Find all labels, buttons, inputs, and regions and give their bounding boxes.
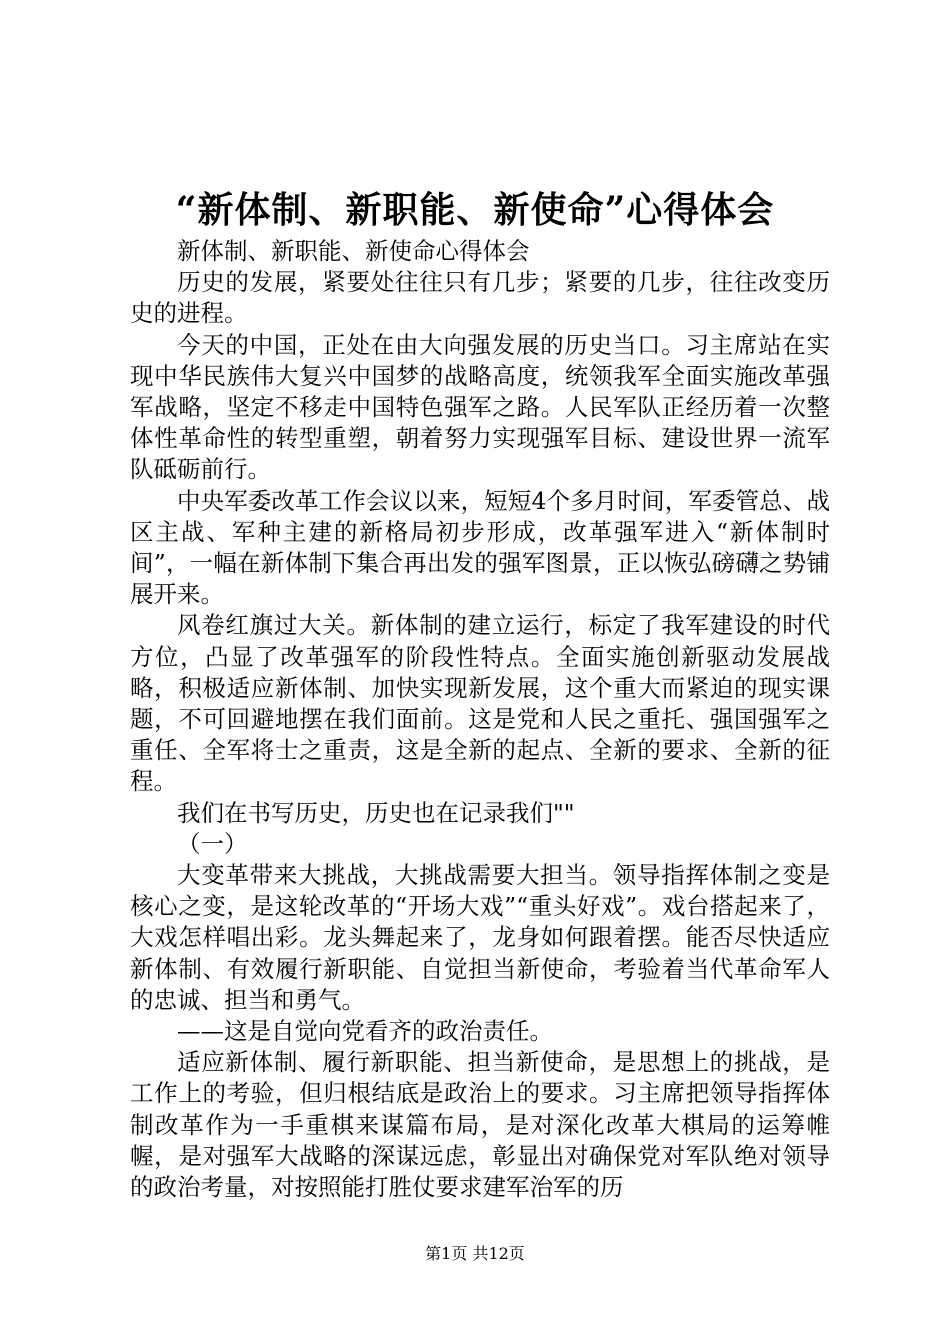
paragraph: ——这是自觉向党看齐的政治责任。 [177, 1017, 553, 1046]
section-heading: （一） [177, 829, 248, 858]
paragraph-subtitle: 新体制、新职能、新使命心得体会 [177, 237, 530, 265]
page-footer: 第1页 共12页 [425, 1244, 525, 1263]
document-title: “新体制、新职能、新使命”心得体会 [175, 189, 775, 231]
paragraph: 风卷红旗过大关。新体制的建立运行，标定了我军建设的时代方位，凸显了改革强军的阶段性特点。全面实施创新驱动发展战略，积极适应新体制、加快实现新发展，这个重大而紧迫的现实课题，不可回避地摆在我们面前。这是党和人民之重托、强国强军之重任、全军将士之重责，这是全新的起点、全新的要求、全新的征程。 [130, 611, 830, 796]
paragraph: 大变革带来大挑战，大挑战需要大担当。领导指挥体制之变是核心之变，是这轮改革的“开场大戏”“重头好戏”。戏台搭起来了，大戏怎样唱出彩。龙头舞起来了，龙身如何跟着摆。能否尽快适应新体制、有效履行新职能、自觉担当新使命，考验着当代革命军人的忠诚、担当和勇气。 [130, 861, 830, 1014]
paragraph: 历史的发展，紧要处往往只有几步；紧要的几步，往往改变历史的进程。 [130, 268, 830, 328]
paragraph: 我们在书写历史，历史也在记录我们"" [177, 798, 575, 827]
paragraph: 中央军委改革工作会议以来，短短4个多月时间，军委管总、战区主战、军种主建的新格局初步形成，改革强军进入“新体制时间”，一幅在新体制下集合再出发的强军图景，正以恢弘磅礴之势铺展开来。 [130, 486, 830, 609]
paragraph: 今天的中国，正处在由大向强发展的历史当口。习主席站在实现中华民族伟大复兴中国梦的战略高度，统领我军全面实施改革强军战略，坚定不移走中国特色强军之路。人民军队正经历着一次整体性革命性的转型重塑，朝着努力实现强军目标、建设世界一流军队砥砺前行。 [130, 330, 830, 484]
paragraph: 适应新体制、履行新职能、担当新使命，是思想上的挑战，是工作上的考验，但归根结底是政治上的要求。习主席把领导指挥体制改革作为一手重棋来谋篇布局，是对深化改革大棋局的运筹帷幄，是对强军大战略的深谋远虑，彰显出对确保党对军队绝对领导的政治考量，对按照能打胜仗要求建军治军的历 [130, 1048, 830, 1202]
document-body [130, 236, 830, 1203]
